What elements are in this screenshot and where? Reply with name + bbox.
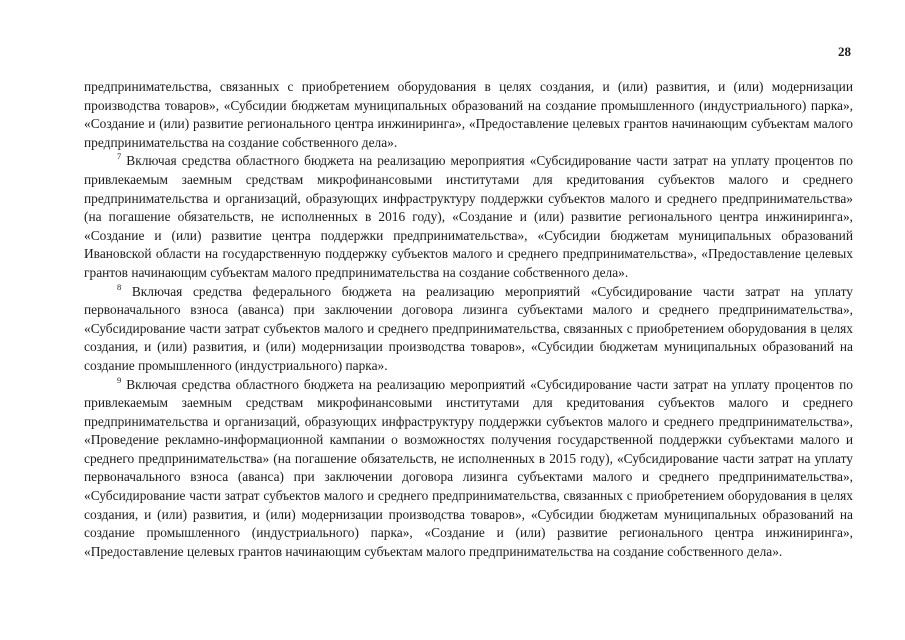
paragraph-text: предпринимательства, связанных с приобретением оборудования в целях создания, и (или) развития, и (или) модернизации производства товаров», «Субсидии бюджетам муниципальных образований на создание промышленного (индустриального) парка», «Создание и (или) развитие регионального центра инжиниринга», «Предоставление целевых грантов начинающим субъектам малого предпринимательства на создание собственного дела». bbox=[84, 79, 853, 150]
footnote-text: Включая средства федерального бюджета на реализацию мероприятий «Субсидирование части затрат на уплату первоначального взноса (аванса) при заключении договора лизинга субъектами малого и среднего предпринимательства», «Субсидирование части затрат субъектов малого и среднего предпринимательства, связанных с приобретением оборудования в целях создания, и (или) развития, и (или) модернизации производства товаров», «Субсидии бюджетам муниципальных образований на создание промышленного (индустриального) парка». bbox=[84, 283, 853, 373]
footnote-marker: 8 bbox=[117, 281, 122, 292]
footnote-text: Включая средства областного бюджета на реализацию мероприятия «Субсидирование части затрат на уплату процентов по привлекаемым заемным средствам микрофинансовыми институтами для кредитования субъектов малого и среднего предпринимательства и организаций, образующих инфраструктуру поддержки субъектов малого и среднего предпринимательства» (на погашение обязательств, не исполненных в 2016 году), «Создание и (или) развитие регионального центра инжиниринга», «Создание и (или) развитие центра поддержки предпринимательства», «Субсидии бюджетам муниципальных образований Ивановской области на государственную поддержку субъектов малого и среднего предпринимательства», «Предоставление целевых грантов начинающим субъектам малого предпринимательства на создание собственного дела». bbox=[84, 153, 853, 280]
footnote-marker: 9 bbox=[117, 374, 122, 385]
footnote-8 bbox=[84, 283, 853, 376]
document-body bbox=[84, 78, 853, 561]
page-number: 28 bbox=[838, 44, 851, 59]
footnote-7 bbox=[84, 152, 853, 282]
footnote-9 bbox=[84, 376, 853, 562]
paragraph-continuation bbox=[84, 78, 853, 152]
footnote-text: Включая средства областного бюджета на реализацию мероприятий «Субсидирование части затрат на уплату процентов по привлекаемым заемным средствам микрофинансовыми институтами для кредитования субъектов малого и среднего предпринимательства и организаций, образующих инфраструктуру поддержки субъектов малого и среднего предпринимательства», «Проведение рекламно-информационной кампании о возможностях получения государственной поддержки субъектами малого и среднего предпринимательства» (на погашение обязательств, не исполненных в 2015 году), «Субсидирование части затрат на уплату первоначального взноса (аванса) при заключении договора лизинга субъектами малого и среднего предпринимательства», «Субсидирование части затрат субъектов малого и среднего предпринимательства, связанных с приобретением оборудования в целях создания, и (или) развития, и (или) модернизации производства товаров», «Субсидии бюджетам муниципальных образований на создание промышленного (индустриального) парка», «Создание и (или) развитие регионального центра инжиниринга», «Предоставление целевых грантов начинающим субъектам малого предпринимательства на создание собственного дела». bbox=[84, 376, 853, 559]
footnote-marker: 7 bbox=[117, 151, 122, 162]
